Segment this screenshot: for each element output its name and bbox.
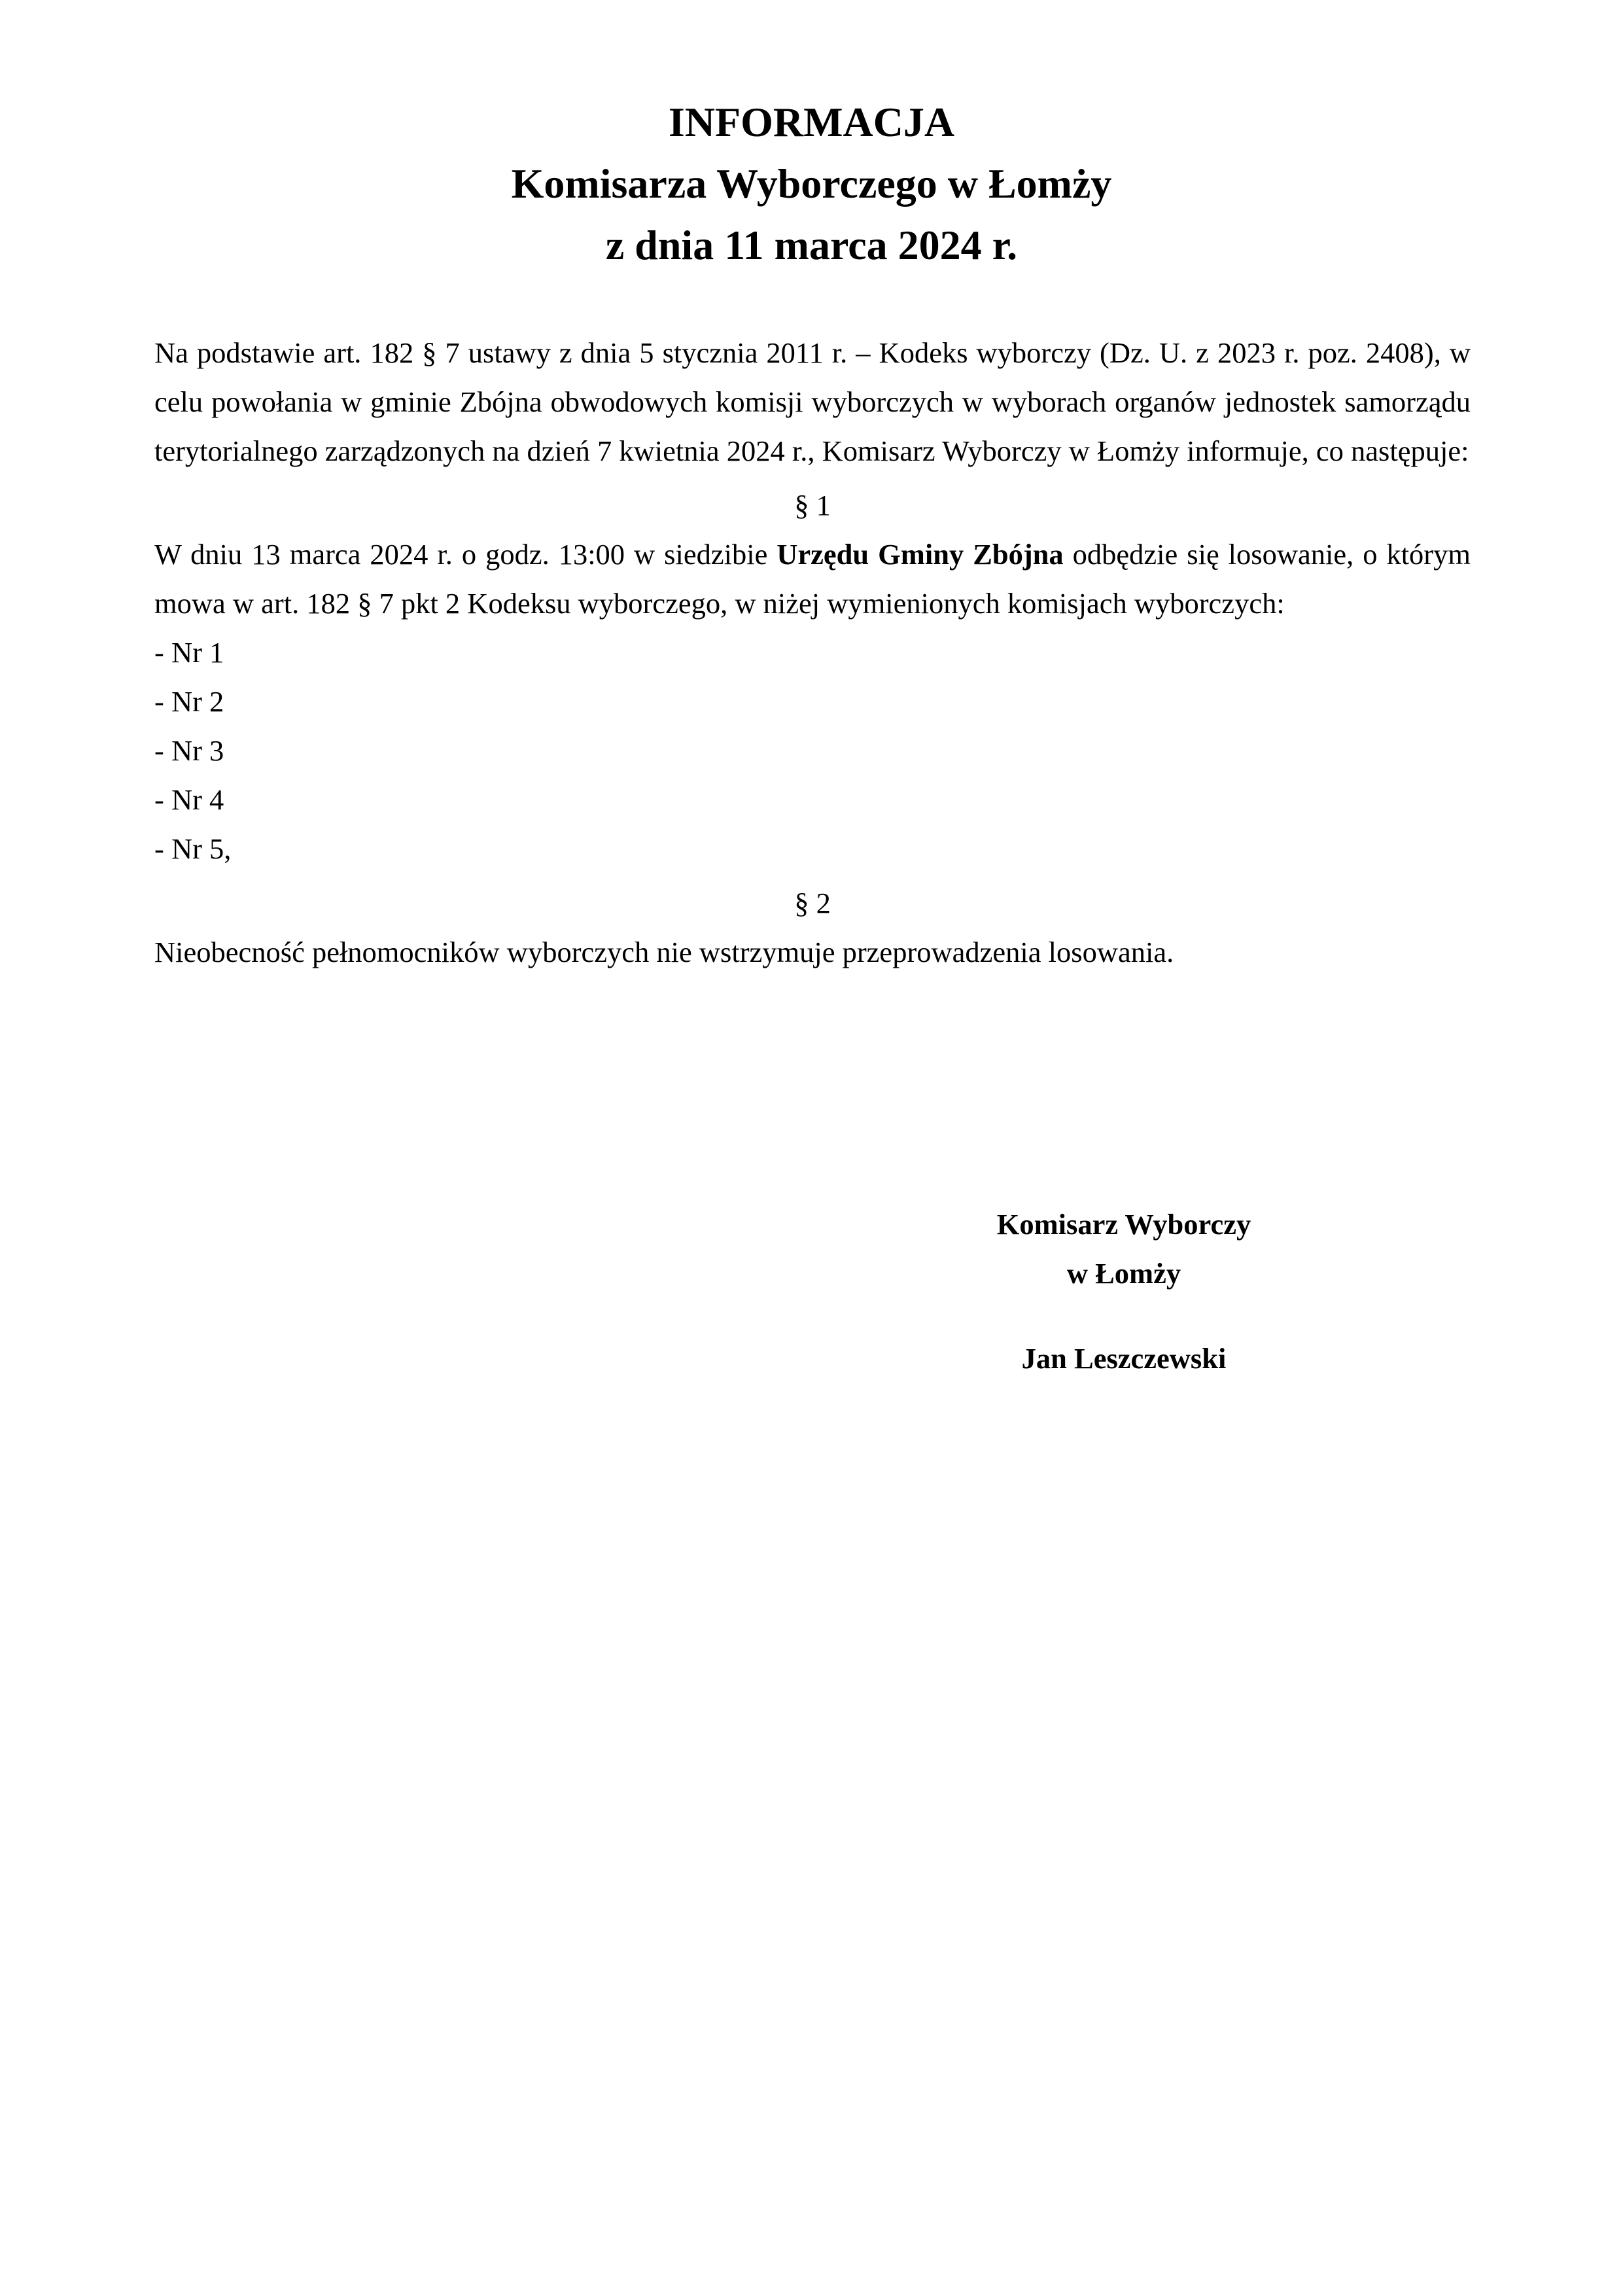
section-1-text-bold: Urzędu Gminy Zbójna — [777, 538, 1064, 571]
signature-place: w Łomży — [1066, 1257, 1181, 1290]
list-item: - Nr 5, — [154, 832, 232, 865]
list-item: - Nr 1 — [154, 636, 224, 669]
list-item: - Nr 3 — [154, 734, 224, 767]
intro-paragraph: Na podstawie art. 182 § 7 ustawy z dnia 5 stycznia 2011 r. – Kodeks wyborczy (Dz. U. z 2023 r. poz. 2408), w celu powołania w gminie Zbójna obwodowych komisji wyborczych w wyborach organów jednostek samorządu terytorialnego zarządzonych na dzień 7 kwietnia 2024 r., Komisarz Wyborczy w Łomży informuje, co następuje: — [154, 336, 1471, 467]
document-issuer: Komisarza Wyborczego w Łomży — [511, 160, 1112, 207]
list-item: - Nr 2 — [154, 685, 224, 718]
section-1-text-before: W dniu 13 marca 2024 r. o godz. 13:00 w siedzibie — [154, 538, 777, 571]
commission-list — [154, 628, 1471, 874]
section-1-text-after: odbędzie się losowanie, o którym mowa w art. 182 § 7 pkt 2 Kodeksu wyborczego, w niżej wymienionych komisjach wyborczych: — [154, 538, 1471, 620]
signature-name: Jan Leszczewski — [1021, 1342, 1227, 1375]
section-1-heading: § 1 — [794, 489, 831, 521]
section-1-paragraph — [154, 530, 1471, 628]
signature-role: Komisarz Wyborczy — [996, 1208, 1251, 1241]
document-body — [154, 328, 1471, 977]
section-2-paragraph: Nieobecność pełnomocników wyborczych nie wstrzymuje przeprowadzenia losowania. — [154, 936, 1174, 968]
document-title: INFORMACJA — [668, 99, 955, 145]
document-header — [0, 92, 1623, 276]
signature-block — [928, 1200, 1320, 1383]
list-item: - Nr 4 — [154, 783, 224, 816]
document-date: z dnia 11 marca 2024 r. — [605, 222, 1018, 268]
section-2-heading: § 2 — [794, 887, 831, 919]
